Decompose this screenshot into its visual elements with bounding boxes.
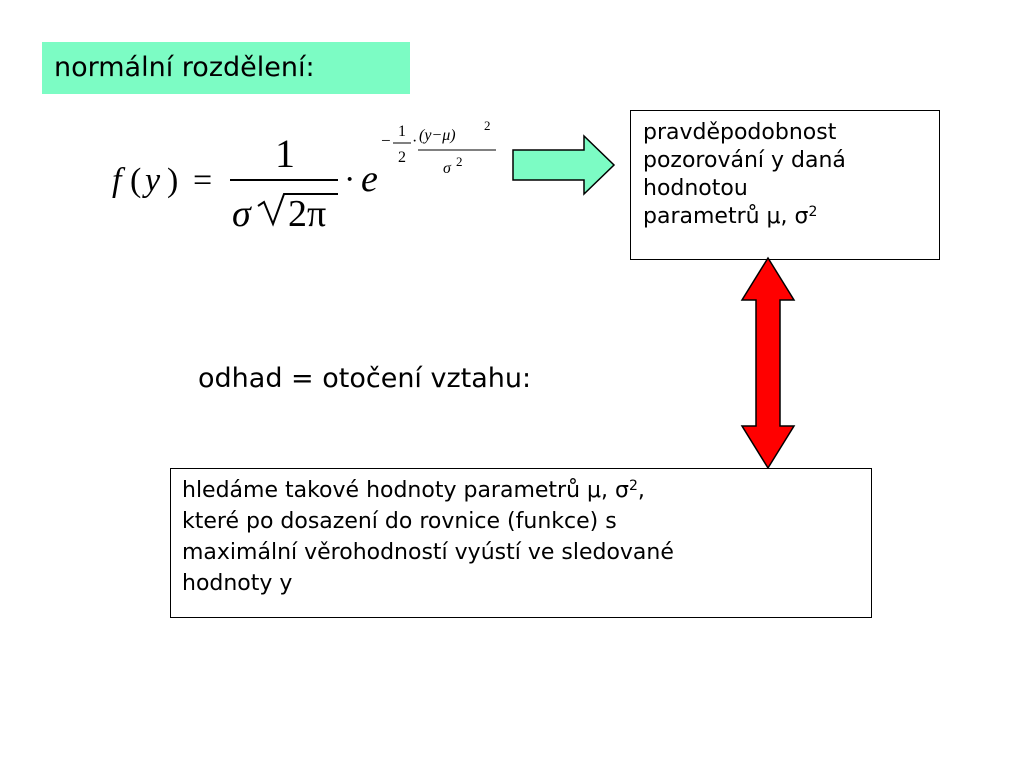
estimate-heading bbox=[198, 362, 531, 396]
right-arrow-shape bbox=[512, 134, 616, 196]
formula-denominator-sigma: σ bbox=[232, 193, 251, 235]
bottom-line-1 bbox=[182, 475, 871, 506]
info-line-4-text: parametrů μ, σ bbox=[643, 204, 809, 229]
slide-title-text: normální rozdělení: bbox=[54, 52, 315, 83]
formula-exp-half-num: 1 bbox=[398, 123, 406, 140]
bottom-line-2: které po dosazení do rovnice (funkce) s bbox=[182, 509, 617, 534]
formula-exp-minus: − bbox=[381, 131, 391, 150]
info-line-2: pozorování y daná bbox=[643, 148, 846, 173]
formula-exp-half-den: 2 bbox=[398, 149, 406, 166]
formula-exp-numerator-power: 2 bbox=[484, 118, 491, 133]
info-line-4 bbox=[643, 203, 939, 231]
formula-equals: = bbox=[193, 162, 213, 199]
formula-exp-dot: · bbox=[412, 133, 418, 150]
estimate-heading-text: odhad = otočení vztahu: bbox=[198, 363, 532, 394]
bottom-line-1-comma: , bbox=[637, 478, 645, 503]
bottom-line-4: hodnoty y bbox=[182, 571, 293, 596]
formula-y: y bbox=[145, 162, 161, 199]
bottom-line-3: maximální věrohodností vyústí ve sledované bbox=[182, 540, 674, 565]
formula-e: e bbox=[361, 158, 378, 200]
formula-dot: · bbox=[344, 161, 356, 198]
double-arrow-shape bbox=[740, 256, 796, 470]
formula-denominator-two-pi: 2π bbox=[288, 193, 327, 235]
formula-close-paren: ) bbox=[167, 162, 179, 199]
formula-numerator: 1 bbox=[275, 131, 295, 176]
slide-title bbox=[42, 42, 410, 94]
formula-f: f bbox=[112, 162, 122, 199]
bottom-line-1-text: hledáme takové hodnoty parametrů μ, σ bbox=[182, 478, 629, 503]
formula-exp-denominator-power: 2 bbox=[456, 154, 463, 169]
likelihood-description-box bbox=[630, 110, 940, 260]
estimation-description-box bbox=[170, 468, 872, 618]
formula-open-paren: ( bbox=[130, 162, 142, 199]
formula-exp-denominator: σ bbox=[443, 160, 451, 177]
info-line-4-superscript: 2 bbox=[808, 204, 818, 220]
info-line-1: pravděpodobnost bbox=[643, 120, 837, 145]
info-line-3: hodnotou bbox=[643, 176, 748, 201]
bottom-line-1-superscript: 2 bbox=[628, 478, 638, 494]
formula-exp-numerator: (y−μ) bbox=[419, 127, 456, 144]
normal-density-formula bbox=[100, 118, 520, 248]
